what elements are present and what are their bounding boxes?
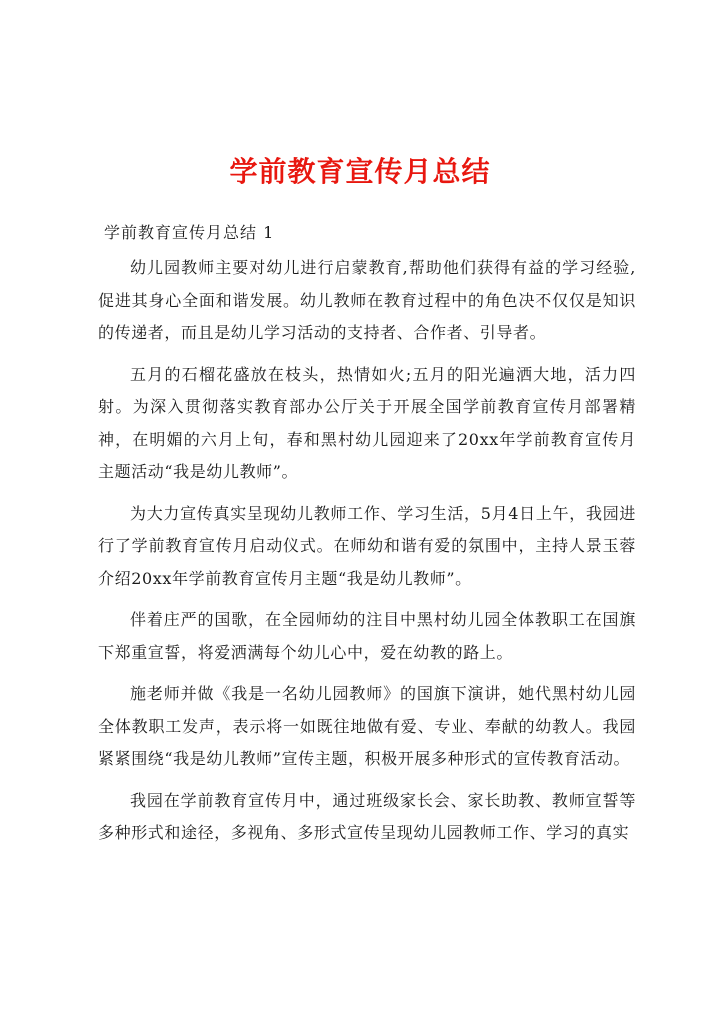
paragraph-5: 施老师并做《我是一名幼儿园教师》的国旗下演讲，她代黑村幼儿园全体教职工发声，表示将一如既往地做有爱、专业、奉献的幼教人。我园紧紧围绕“我是幼儿教师”宣传主题，积极开展多种形式的宣传教育活动。 <box>98 684 636 768</box>
paragraph-2: 五月的石榴花盛放在枝头，热情如火;五月的阳光遍洒大地，活力四射。为深入贯彻落实教育部办公厅关于开展全国学前教育宣传月部署精神，在明媚的六月上旬，春和黑村幼儿园迎来了20xx年学前教育宣传月主题活动“我是幼儿教师”。 <box>98 364 636 481</box>
document-title: 学前教育宣传月总结 <box>229 155 491 188</box>
paragraph-4: 伴着庄严的国歌，在全园师幼的注目中黑村幼儿园全体教职工在国旗下郑重宣誓，将爱洒满每个幼儿心中，爱在幼教的路上。 <box>98 610 636 662</box>
document-body <box>98 218 636 859</box>
section-heading: 学前教育宣传月总结 1 <box>104 223 275 242</box>
paragraph-6: 我园在学前教育宣传月中，通过班级家长会、家长助教、教师宣誓等多种形式和途径，多视角、多形式宣传呈现幼儿园教师工作、学习的真实 <box>98 790 636 842</box>
paragraph-3: 为大力宣传真实呈现幼儿教师工作、学习生活，5月4日上午，我园进行了学前教育宣传月启动仪式。在师幼和谐有爱的氛围中，主持人景玉蓉介绍20xx年学前教育宣传月主题“我是幼儿教师”。 <box>98 503 636 588</box>
paragraph-1: 幼儿园教师主要对幼儿进行启蒙教育,帮助他们获得有益的学习经验,促进其身心全面和谐发展。幼儿教师在教育过程中的角色决不仅仅是知识的传递者，而且是幼儿学习活动的支持者、合作者、引导者。 <box>98 258 636 342</box>
